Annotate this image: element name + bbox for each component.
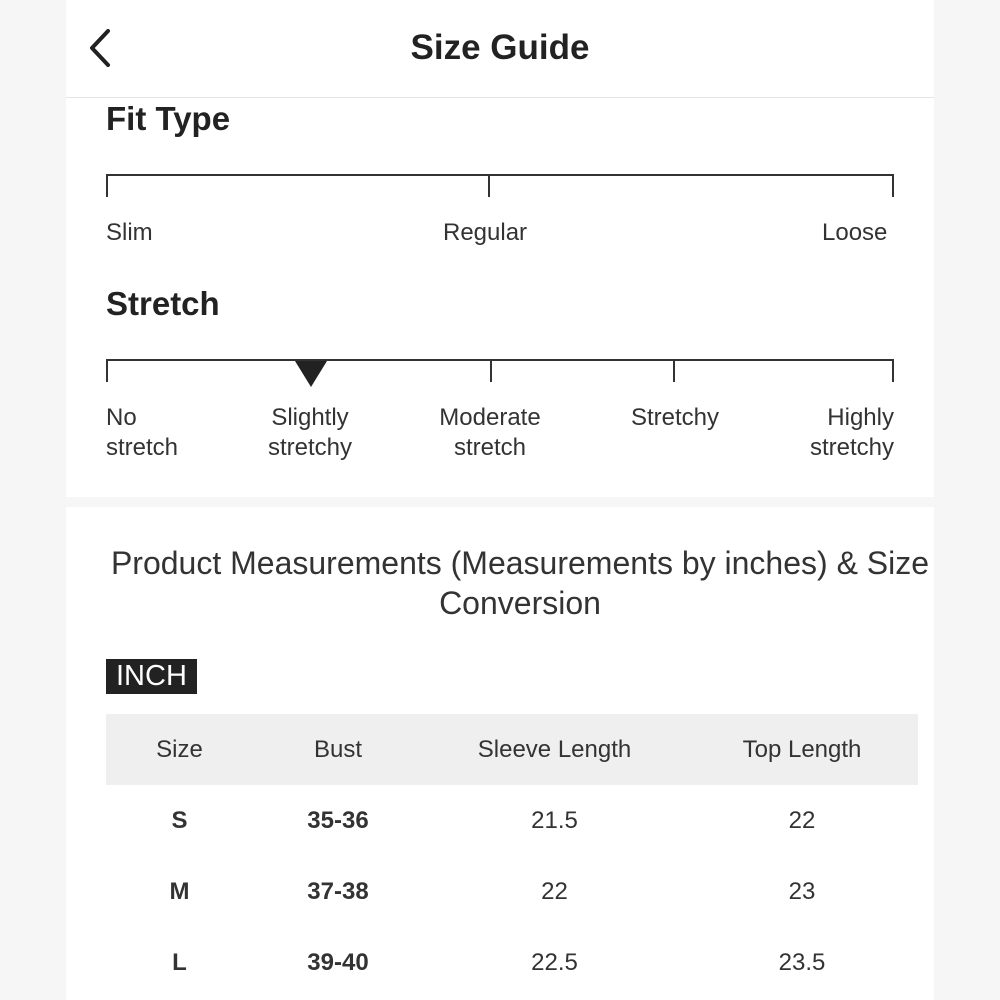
measurements-title: Product Measurements (Measurements by inches) & Size Conversion — [110, 545, 930, 621]
stretch-label-moderate-stretch: Moderate stretch — [439, 404, 541, 461]
stretch-label-slightly-stretchy: Slightly stretchy — [267, 404, 353, 461]
top-length-cell: 23.5 — [778, 948, 826, 976]
stretch-tick — [490, 359, 492, 382]
fit-label-loose: Loose — [822, 219, 888, 246]
stretch-label-no-stretch: No stretch — [106, 404, 179, 461]
fit-type-tick — [488, 174, 490, 197]
table-header-row — [106, 714, 918, 785]
stretch-scale — [106, 359, 894, 384]
top-length-cell: 22 — [788, 806, 816, 834]
stretch-tick — [106, 359, 108, 382]
sleeve-length-cell: 22.5 — [531, 948, 578, 976]
size-cell: L — [172, 948, 187, 976]
table-row — [106, 785, 918, 856]
size-table — [106, 714, 918, 998]
fit-label-regular: Regular — [443, 219, 528, 246]
page-title: Size Guide — [410, 28, 590, 67]
stretch-selected-marker-icon — [295, 361, 327, 387]
fit-label-slim: Slim — [106, 219, 153, 246]
column-header: Size — [106, 714, 253, 785]
table-row — [106, 927, 918, 998]
stretch-tick — [673, 359, 675, 382]
stretch-label-highly-stretchy: Highly stretchy — [809, 404, 894, 461]
fit-type-title: Fit Type — [106, 100, 231, 137]
bust-cell: 35-36 — [307, 806, 369, 834]
sleeve-length-cell: 22 — [541, 877, 568, 905]
column-header: Top Length — [686, 714, 918, 785]
column-header: Bust — [253, 714, 423, 785]
sleeve-length-cell: 21.5 — [531, 806, 578, 834]
unit-badge[interactable]: INCH — [106, 659, 197, 694]
top-length-cell: 23 — [788, 877, 816, 905]
stretch-title: Stretch — [106, 285, 220, 322]
stretch-tick — [892, 359, 894, 382]
fit-type-tick — [892, 174, 894, 197]
header-bar — [66, 0, 934, 98]
stretch-scale-line — [106, 359, 894, 361]
fit-type-scale — [106, 174, 894, 199]
column-header: Sleeve Length — [423, 714, 686, 785]
size-cell: S — [171, 806, 188, 834]
size-cell: M — [169, 877, 190, 905]
bust-cell: 37-38 — [307, 877, 369, 905]
fit-type-tick — [106, 174, 108, 197]
fit-type-scale-line — [106, 174, 894, 176]
bust-cell: 39-40 — [307, 948, 369, 976]
stretch-label-stretchy: Stretchy — [630, 404, 720, 431]
table-row — [106, 856, 918, 927]
